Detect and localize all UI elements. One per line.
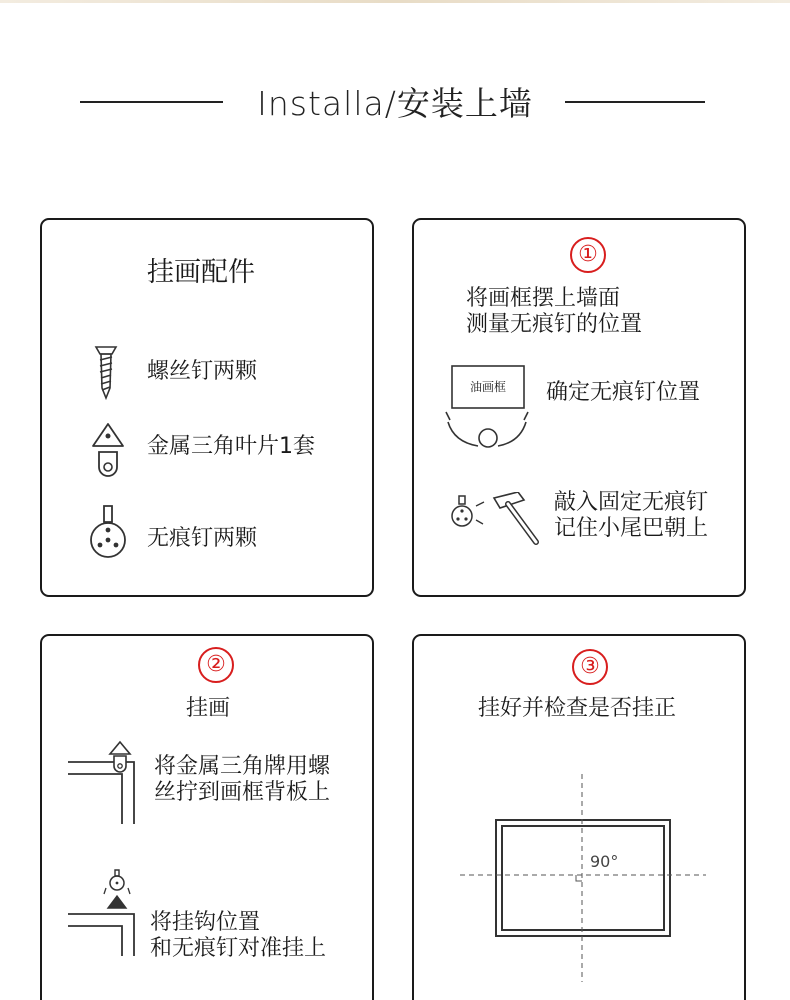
seamless-nail-label: 无痕钉两颗 <box>147 526 258 551</box>
step2-sub2-line2: 和无痕钉对准挂上 <box>150 936 327 961</box>
step2-sub1-line1: 将金属三角牌用螺 <box>154 754 331 779</box>
frame-corner-plate-icon <box>68 740 140 826</box>
frame-level-icon <box>458 772 708 986</box>
step3-title: 挂好并检查是否挂正 <box>478 696 677 721</box>
step1-number-badge: ① <box>570 237 606 273</box>
hammer-nail-icon <box>450 492 542 548</box>
frame-on-wall-illustration <box>442 360 532 452</box>
triangle-plate-icon <box>90 420 126 482</box>
triangle-plate-label: 金属三角叶片1套 <box>147 434 315 459</box>
screw-label: 螺丝钉两颗 <box>147 359 258 384</box>
step1-title-line2: 测量无痕钉的位置 <box>466 312 643 337</box>
step2-sub1-line2: 丝拧到画框背板上 <box>154 780 331 805</box>
step2-sub2-line1: 将挂钩位置 <box>150 910 261 935</box>
step2-card <box>40 634 374 1000</box>
header-rule-right <box>565 101 705 103</box>
person-holding-frame-icon <box>442 360 532 452</box>
step2-number-badge: ② <box>198 647 234 683</box>
step1-sub2-line1: 敲入固定无痕钉 <box>554 490 709 515</box>
section-title: Installa/安装上墙 <box>257 84 533 123</box>
step1-sub1: 确定无痕钉位置 <box>546 380 701 405</box>
level-check-illustration <box>458 772 708 986</box>
screw-icon <box>94 344 118 400</box>
step1-card <box>412 218 746 597</box>
angle-label: 90° <box>590 852 619 871</box>
frame-label: 油画框 <box>469 380 506 394</box>
accessories-card <box>40 218 374 597</box>
hook-align-icon <box>68 868 140 960</box>
step1-title-line1: 将画框摆上墙面 <box>466 286 621 311</box>
header-rule-left <box>80 101 223 103</box>
accessories-title: 挂画配件 <box>147 257 255 288</box>
top-accent-line <box>0 0 790 3</box>
section-header <box>0 78 790 126</box>
step1-sub2-line2: 记住小尾巴朝上 <box>554 516 709 541</box>
seamless-nail-icon <box>88 502 128 562</box>
step2-title: 挂画 <box>186 696 231 721</box>
step3-card <box>412 634 746 1000</box>
step3-number-badge: ③ <box>572 649 608 685</box>
